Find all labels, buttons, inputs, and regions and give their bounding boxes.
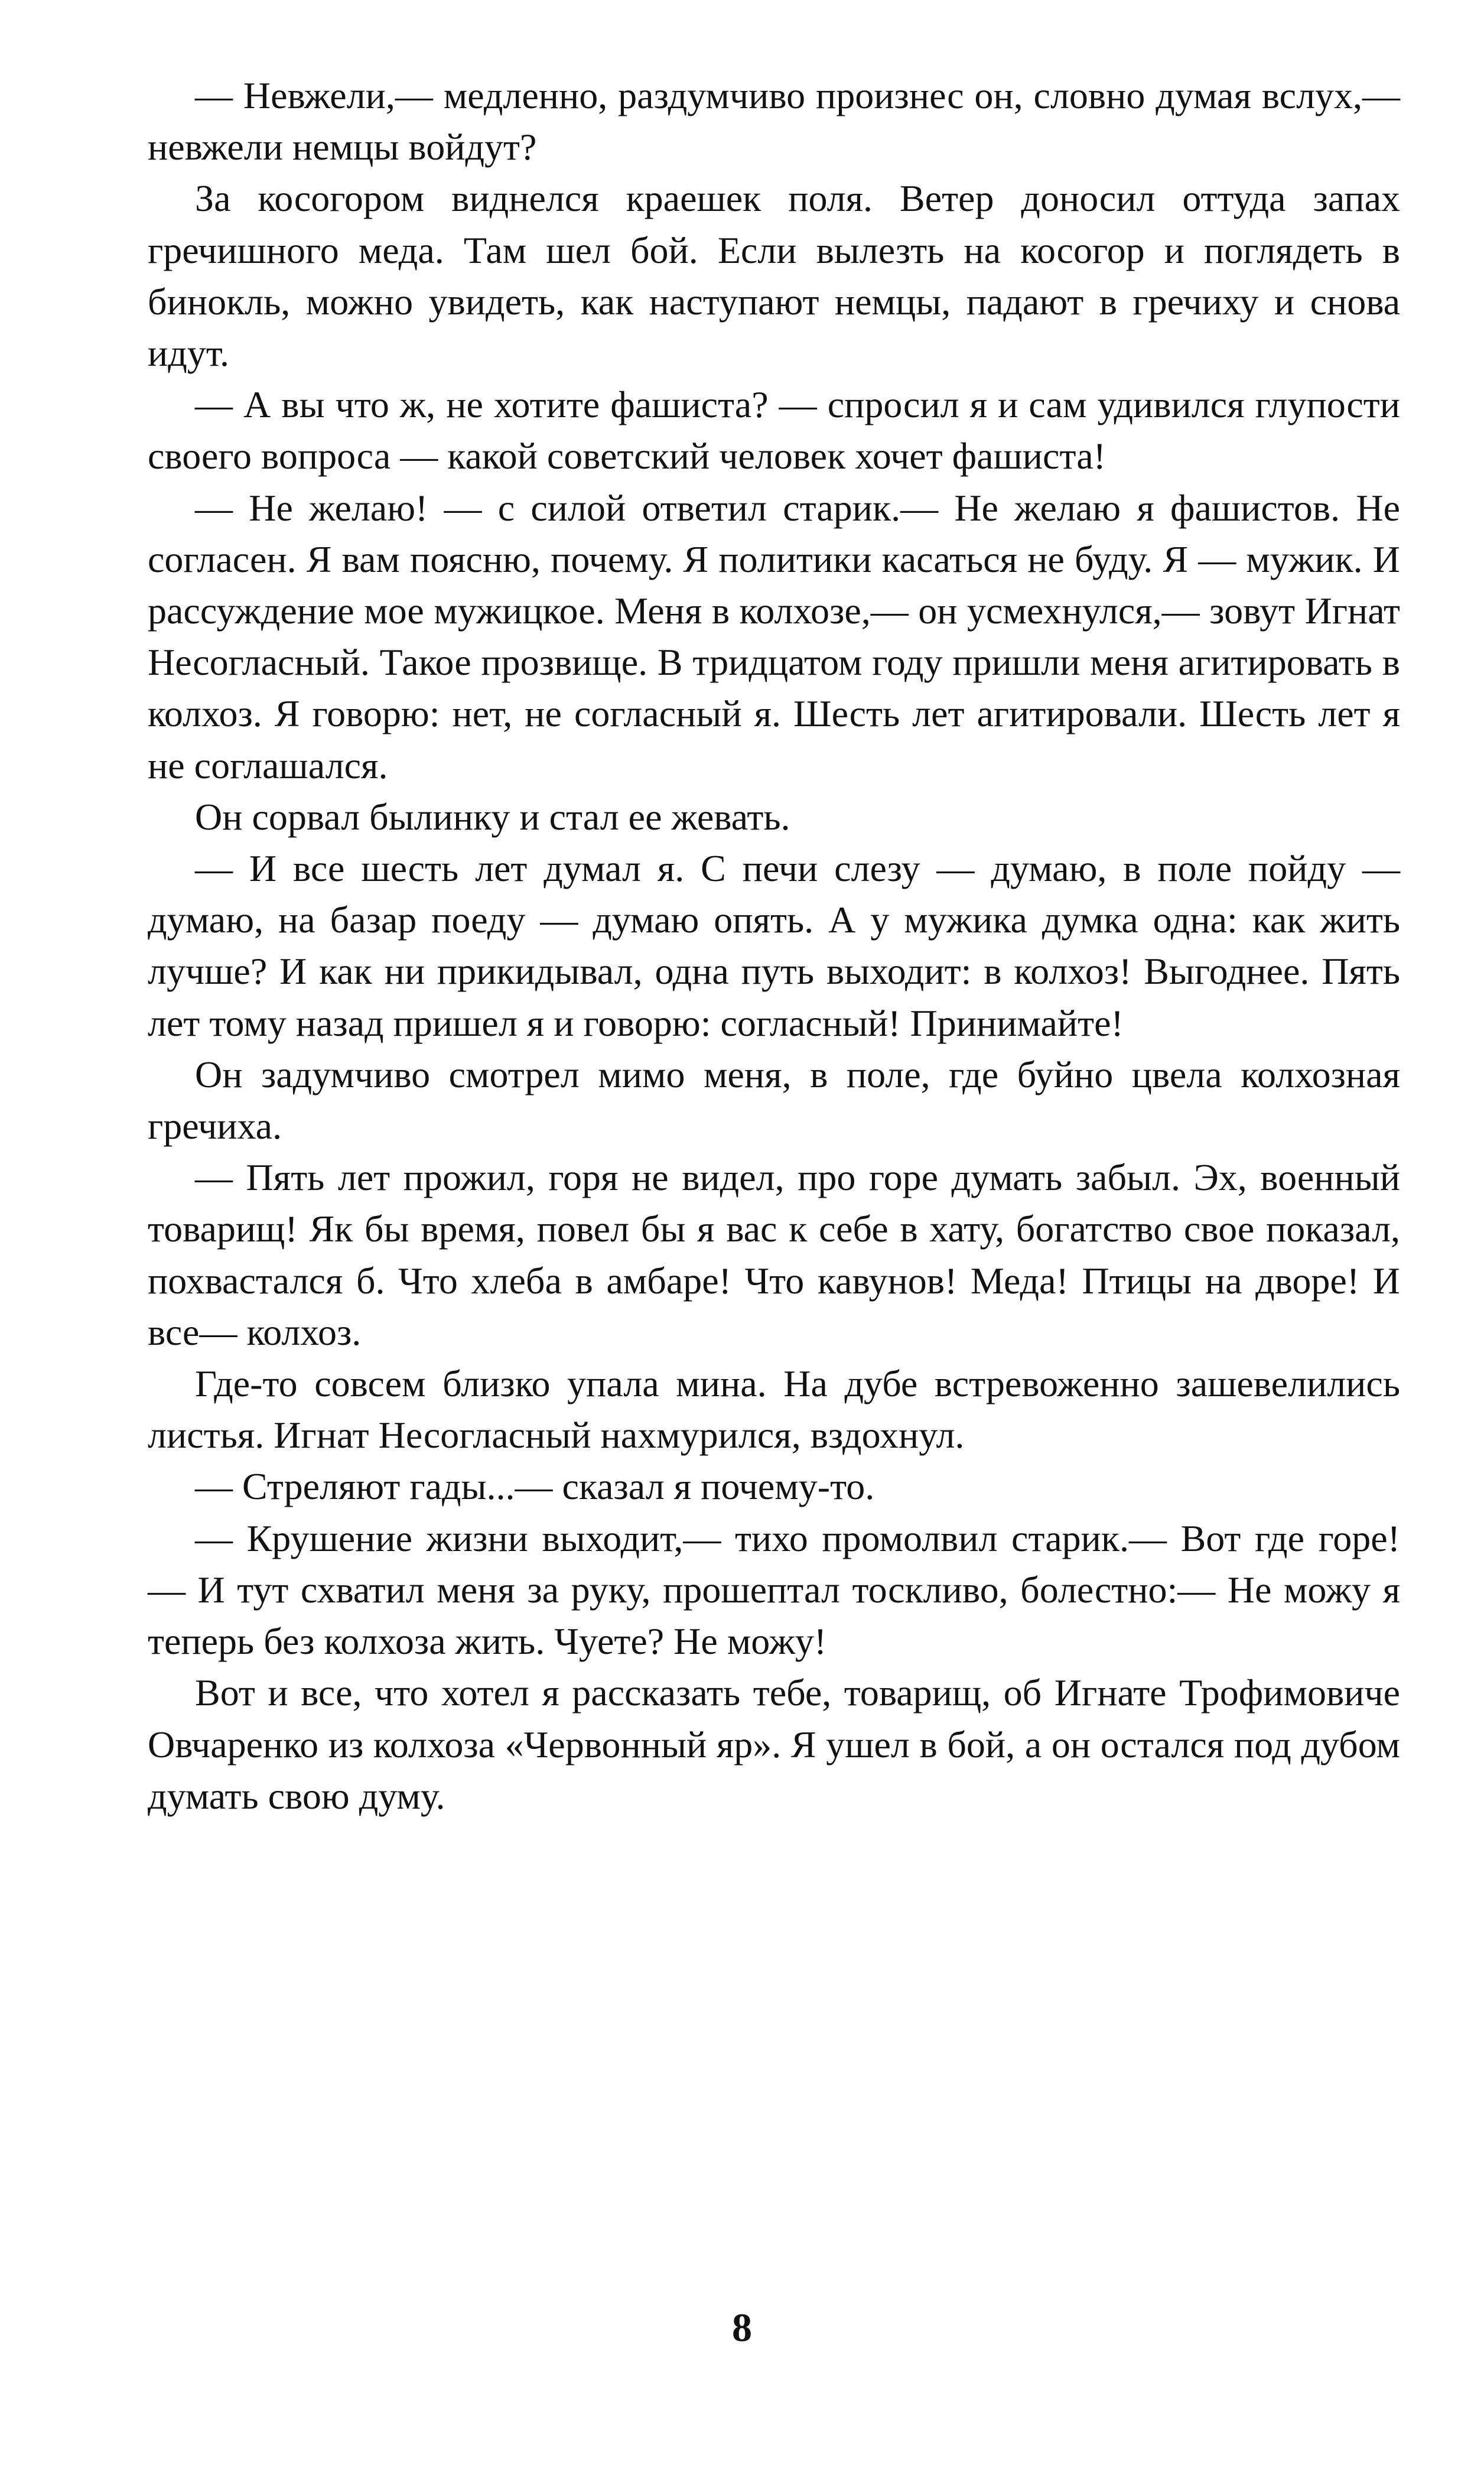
paragraph: — И все шесть лет думал я. С печи слезу — думаю, в поле пойду — думаю, на базар поеду — думаю опять. А у мужика думка одна: как жить лучше? И как ни прикидывал, одна путь выходит: в колхоз! Выгоднее. Пять лет тому назад пришел я и говорю: согласный! Принимайте!	[148, 847, 1400, 1044]
paragraph: Где-то совсем близко упала мина. На дубе встревоженно зашевелились листья. Игнат Несогласный нахмурился, вздохнул.	[148, 1363, 1400, 1456]
paragraph: — Крушение жизни выходит,— тихо промолвил старик.— Вот где горе! — И тут схватил меня за руку, прошептал тоскливо, болестно:— Не можу я теперь без колхоза жить. Чуете? Не можу!	[148, 1517, 1400, 1663]
page-text	[148, 70, 1400, 1822]
paragraph: — Невжели,— медленно, раздумчиво произнес он, словно думая вслух,— невжели немцы войдут?	[148, 74, 1400, 168]
paragraph: Вот и все, что хотел я рассказать тебе, товарищ, об Игнате Трофимовиче Овчаренко из колхоза «Червонный яр». Я ушел в бой, а он остался под дубом думать свою думу.	[148, 1672, 1400, 1817]
paragraph: За косогором виднелся краешек поля. Ветер доносил оттуда запах гречишного меда. Там шел бой. Если вылезть на косогор и поглядеть в бинокль, можно увидеть, как наступают немцы, падают в гречиху и снова идут.	[148, 177, 1400, 375]
paragraph: Он сорвал былинку и стал ее жевать.	[195, 795, 790, 838]
paragraph: — Не желаю! — с силой ответил старик.— Не желаю я фашистов. Не согласен. Я вам поясню, почему. Я политики касаться не буду. Я — мужик. И рассуждение мое мужицкое. Меня в колхозе,— он усмехнулся,— зовут Игнат Несогласный. Такое прозвище. В тридцатом году пришли меня агитировать в колхоз. Я говорю: нет, не согласный я. Шесть лет агитировали. Шесть лет я не соглашался.	[148, 486, 1400, 786]
page-number: 8	[732, 2305, 752, 2350]
paragraph: Он задумчиво смотрел мимо меня, в поле, где буйно цвела колхозная гречиха.	[148, 1053, 1400, 1147]
paragraph: — Пять лет прожил, горя не видел, про горе думать забыл. Эх, военный товарищ! Як бы время, повел бы я вас к себе в хату, богатство свое показал, похвастался б. Что хлеба в амбаре! Что кавунов! Меда! Птицы на дворе! И все— колхоз.	[148, 1156, 1400, 1353]
paragraph: — Стреляют гады...— сказал я почему-то.	[195, 1465, 875, 1508]
paragraph: — А вы что ж, не хотите фашиста? — спросил я и сам удивился глупости своего вопроса — какой советский человек хочет фашиста!	[148, 383, 1400, 477]
